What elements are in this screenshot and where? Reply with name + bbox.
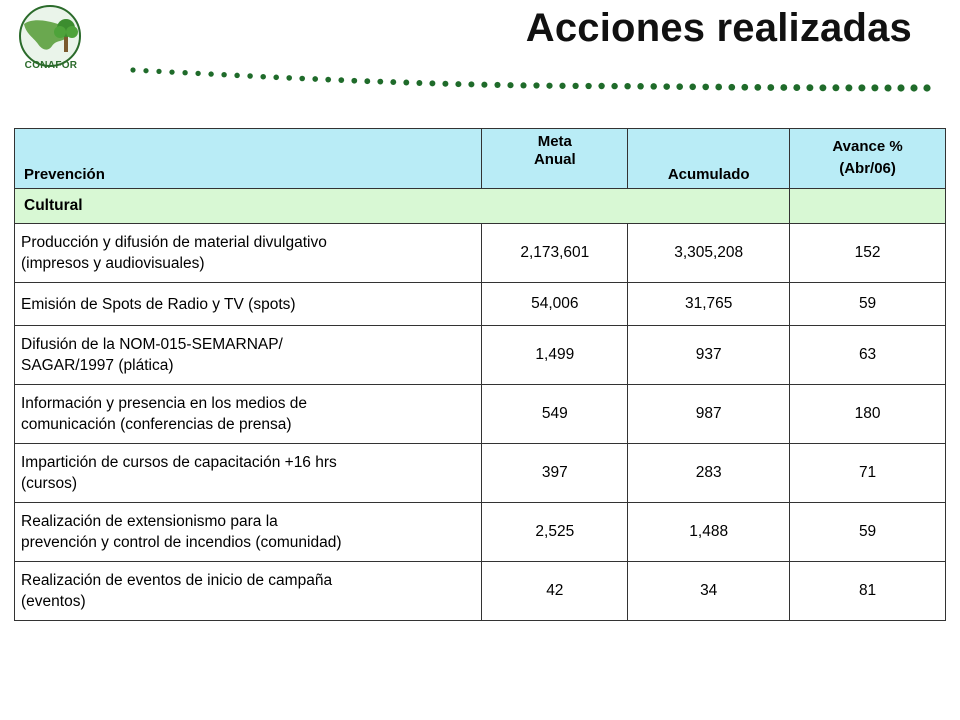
row-avance: 63 — [790, 326, 946, 385]
row-description — [15, 562, 482, 621]
decorative-dot — [637, 83, 643, 89]
header-avance — [790, 129, 946, 189]
header-prevencion: Prevención — [15, 129, 482, 189]
row-meta-anual: 54,006 — [482, 283, 628, 326]
decorative-dot — [650, 83, 657, 90]
row-description-line2: comunicación (conferencias de prensa) — [21, 416, 292, 433]
decorative-dot — [416, 80, 422, 86]
table-row — [15, 283, 946, 326]
row-description — [15, 444, 482, 503]
row-meta-anual: 397 — [482, 444, 628, 503]
row-description-line2: SAGAR/1997 (plática) — [21, 357, 174, 374]
table-row — [15, 503, 946, 562]
decorative-dot — [611, 83, 617, 89]
decorative-dot — [663, 83, 670, 90]
table-row — [15, 326, 946, 385]
decorative-dot — [182, 70, 187, 75]
decorative-dot — [351, 78, 357, 84]
decorative-dot — [585, 83, 591, 89]
decorative-dot — [572, 83, 578, 89]
decorative-dot — [845, 84, 852, 91]
decorative-dot — [806, 84, 813, 91]
row-meta-anual: 1,499 — [482, 326, 628, 385]
decorative-dot — [832, 84, 839, 91]
row-acumulado: 3,305,208 — [628, 224, 790, 283]
row-avance: 81 — [790, 562, 946, 621]
row-description-line2: (cursos) — [21, 475, 77, 492]
decorative-dot — [143, 68, 148, 73]
header-acumulado: Acumulado — [628, 129, 790, 189]
decorative-dot — [299, 76, 305, 82]
decorative-dot — [819, 84, 826, 91]
decorative-dot — [676, 83, 683, 90]
table-row — [15, 562, 946, 621]
row-description — [15, 385, 482, 444]
decorative-dot — [598, 83, 604, 89]
decorative-dot — [520, 82, 526, 88]
decorative-dot — [494, 82, 500, 88]
decorative-dot — [208, 71, 213, 76]
decorative-dot — [533, 82, 539, 88]
row-avance: 152 — [790, 224, 946, 283]
row-avance: 59 — [790, 283, 946, 326]
table-header-row — [15, 129, 946, 189]
decorative-dot — [455, 81, 461, 87]
table-row — [15, 385, 946, 444]
row-description — [15, 224, 482, 283]
row-acumulado: 1,488 — [628, 503, 790, 562]
row-meta-anual: 2,525 — [482, 503, 628, 562]
decorative-dot — [390, 79, 396, 85]
section-empty-cell — [790, 189, 946, 224]
decorative-dot — [364, 78, 370, 84]
row-avance: 59 — [790, 503, 946, 562]
row-description-line2: (impresos y audiovisuales) — [21, 255, 205, 272]
prevention-actions-table — [14, 128, 946, 621]
row-description-line1: Difusión de la NOM-015-SEMARNAP/ — [21, 336, 283, 353]
row-description-line1: Realización de extensionismo para la — [21, 513, 278, 530]
decorative-dot — [468, 81, 474, 87]
row-description-line1: Realización de eventos de inicio de campaña — [21, 572, 333, 589]
decorative-dot — [923, 84, 930, 91]
decorative-dot-curve — [0, 0, 960, 100]
row-acumulado: 283 — [628, 444, 790, 503]
decorative-dot — [754, 84, 761, 91]
row-description-line1: Impartición de cursos de capacitación +16 hrs — [21, 454, 337, 471]
decorative-dot — [546, 83, 552, 89]
decorative-dot — [273, 75, 279, 81]
decorative-dot — [234, 73, 239, 78]
decorative-dot — [377, 79, 383, 85]
decorative-dot — [312, 76, 318, 82]
decorative-dot — [702, 84, 709, 91]
row-description-line1: Información y presencia en los medios de — [21, 395, 308, 412]
decorative-dot — [247, 73, 253, 79]
decorative-dot — [130, 67, 135, 72]
decorative-dot — [793, 84, 800, 91]
decorative-dot — [741, 84, 748, 91]
table-row — [15, 224, 946, 283]
section-label: Cultural — [15, 189, 790, 224]
section-row-cultural — [15, 189, 946, 224]
decorative-dot — [156, 69, 161, 74]
decorative-dot — [195, 71, 200, 76]
row-description-line2: prevención y control de incendios (comunidad) — [21, 534, 342, 551]
decorative-dot — [429, 80, 435, 86]
decorative-dot — [767, 84, 774, 91]
decorative-dot — [169, 69, 174, 74]
table-row — [15, 444, 946, 503]
row-description-line1: Emisión de Spots de Radio y TV (spots) — [21, 295, 296, 313]
page-title: Acciones realizadas — [525, 6, 912, 50]
decorative-dot — [559, 83, 565, 89]
row-meta-anual: 549 — [482, 385, 628, 444]
decorative-dot — [624, 83, 630, 89]
row-acumulado: 34 — [628, 562, 790, 621]
row-description — [15, 326, 482, 385]
decorative-dot — [780, 84, 787, 91]
decorative-dot — [884, 84, 891, 91]
row-description-line1: Producción y difusión de material divulgativo — [21, 234, 327, 251]
header-meta-line1: Meta — [537, 133, 572, 150]
decorative-dot — [507, 82, 513, 88]
decorative-dot — [221, 72, 226, 77]
row-avance: 71 — [790, 444, 946, 503]
decorative-dot — [871, 84, 878, 91]
row-description — [15, 503, 482, 562]
decorative-dot — [858, 84, 865, 91]
decorative-dot — [910, 84, 917, 91]
row-meta-anual: 42 — [482, 562, 628, 621]
row-description — [15, 283, 482, 326]
row-meta-anual: 2,173,601 — [482, 224, 628, 283]
decorative-dot — [260, 74, 266, 80]
row-description-line2: (eventos) — [21, 593, 86, 610]
row-acumulado: 987 — [628, 385, 790, 444]
logo-text: CONAFOR — [24, 60, 78, 71]
row-acumulado: 31,765 — [628, 283, 790, 326]
header-avance-line1: Avance % — [832, 138, 903, 155]
decorative-dot — [286, 75, 292, 81]
row-acumulado: 937 — [628, 326, 790, 385]
decorative-dot — [338, 77, 344, 83]
decorative-dot — [728, 84, 735, 91]
header-avance-line2: (Abr/06) — [839, 160, 896, 177]
decorative-dot — [897, 84, 904, 91]
decorative-dot — [442, 81, 448, 87]
decorative-dot — [715, 84, 722, 91]
decorative-dot — [403, 80, 409, 86]
row-avance: 180 — [790, 385, 946, 444]
header-meta-anual — [482, 129, 628, 189]
decorative-dot — [325, 77, 331, 83]
header-meta-line2: Anual — [533, 151, 576, 168]
decorative-dot — [689, 84, 696, 91]
decorative-dot — [481, 82, 487, 88]
